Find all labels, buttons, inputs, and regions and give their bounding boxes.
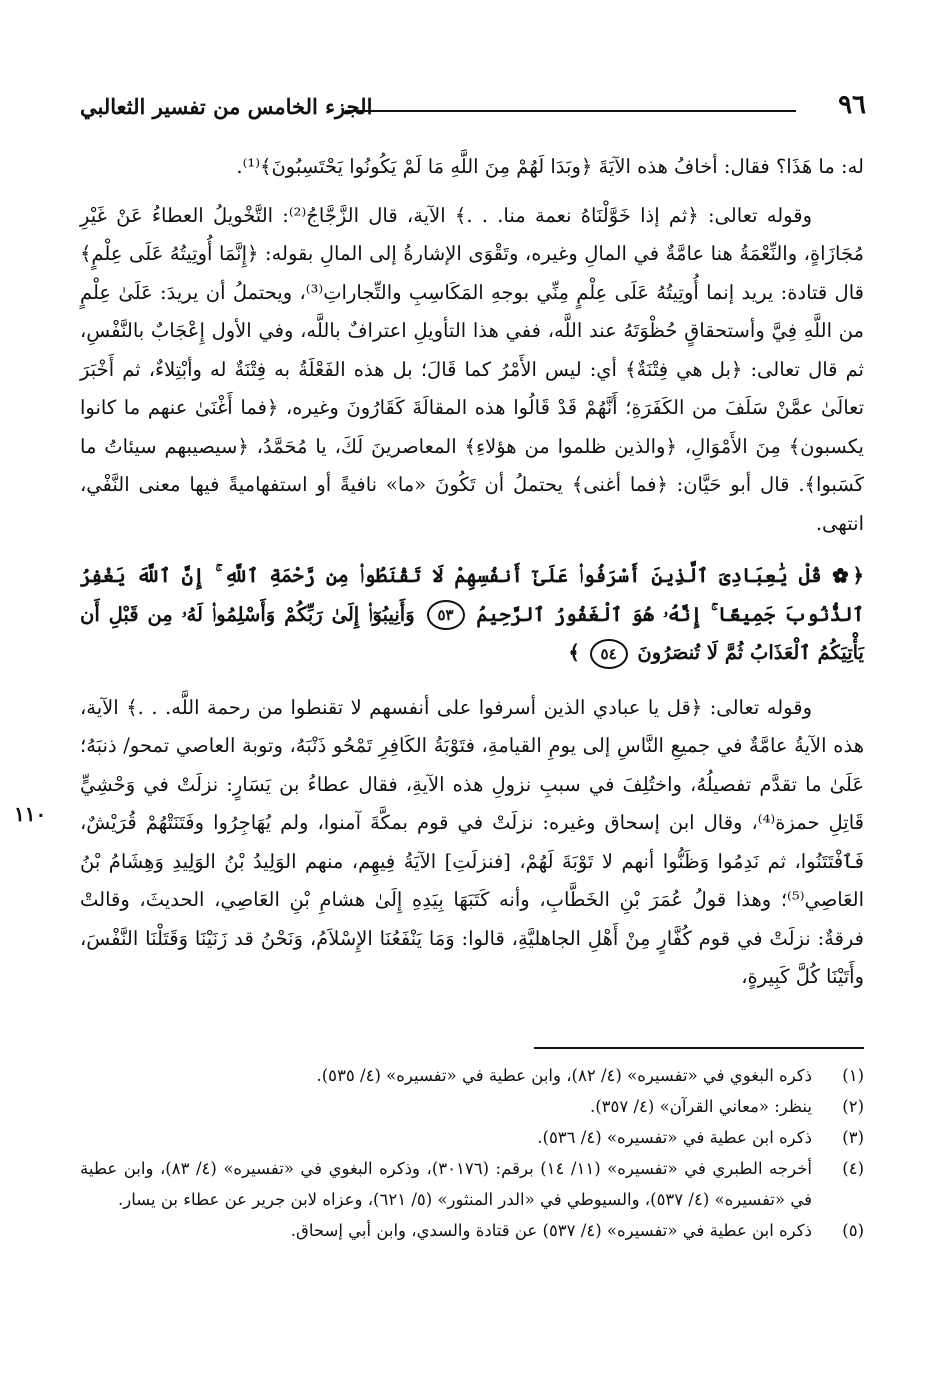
- quran-verse-53: قُلْ يَٰعِبَادِىَ ٱلَّذِينَ أَسْرَفُوا۟ عَلَىٰٓ أَنفُسِهِمْ لَا تَقْنَطُوا۟ مِن رَّحْمَةِ ٱللَّهِ ۚ إِنَّ ٱللَّهَ يَغْفِرُ ٱلذُّنُوبَ جَمِيعًا ۚ إِنَّهُۥ هُوَ ٱلْغَفُورُ ٱلرَّحِيمُ: [80, 564, 865, 626]
- footnote-number: (٤): [842, 1159, 864, 1178]
- header-rule: [345, 110, 796, 112]
- footnote-2: [80, 1091, 864, 1122]
- quran-verse-block: [80, 557, 864, 673]
- footnote-5: [80, 1215, 864, 1246]
- footnote-text: أخرجه الطبري في «تفسيره» (١١/ ١٤) برقم: (٣٠١٧٦)، وذكره البغوي في «تفسيره» (٤/ ٨٣)، وابن عطية في «تفسيره» (٤/ ٥٣٧)، والسيوطي في «الدر المنثور» (٥/ ٦٢١)، وعزاه لابن جرير عن عطاء بن يسار.: [80, 1159, 812, 1209]
- footnote-rule: [534, 1047, 864, 1049]
- footnote-number: (٢): [842, 1097, 864, 1116]
- ayah-number-53: ٥٣: [427, 600, 465, 630]
- margin-folio-number: ١١٠: [14, 802, 47, 826]
- main-text: [80, 148, 864, 997]
- footnote-text: ذكره البغوي في «تفسيره» (٤/ ٨٢)، وابن عطية في «تفسيره» (٤/ ٥٣٥).: [316, 1066, 812, 1085]
- footnote-text: ينظر: «معاني القرآن» (٤/ ٣٥٧).: [589, 1097, 812, 1116]
- footnote-1: [80, 1060, 864, 1091]
- quran-verse-54: وَأَنِيبُوٓا۟ إِلَىٰ رَبِّكُمْ وَأَسْلِمُوا۟ لَهُۥ مِن قَبْلِ أَن يَأْتِيَكُمُ ٱلْعَذَابُ ثُمَّ لَا تُنصَرُونَ: [80, 602, 864, 664]
- page-number: ٩٦: [838, 90, 866, 120]
- paragraph-3: وقوله تعالى: ﴿قل يا عبادي الذين أسرفوا على أنفسهم لا تقنطوا من رحمة اللَّه. . .﴾ الآية، هذه الآيةُ عامَّةٌ في جميعِ النَّاسِ إلى يومِ القيامةِ، فتَوْبَةُ الكَافِرِ تَمْحُو ذَنْبَهُ، وتوبة العاصي تمحو/ ذنبَهُ؛ عَلَىٰ ما تقدَّم تفصيلُهُ، واختُلِفَ في سببِ نزولِ هذه الآيةِ، فقال عطاءُ بن يَسَارٍ: نزلَتْ في وَحْشِيٍّ قَاتِلِ حمزة⁽⁴⁾، وقال ابن إسحاق وغيره: نزلَتْ في قوم بمكَّةَ آمنوا، ولم يُهَاجِرُوا وفَتَنَتْهُمْ قُرَيْشٌ، فَٱفْتَتَنُوا، ثم نَدِمُوا وَظَنُّوا أنهم لا تَوْبَةَ لَهُمْ، [فنزلَتِ] الآيَةُ فِيهِم، منهم الوَلِيدُ بْنُ الوَلِيدِ وَهِشَامُ بْنُ العَاصِي⁽⁵⁾؛ وهذا قولُ عُمَرَ بْنِ الخَطَّابِ، وأنه كَتَبَهَا بِيَدِهِ إِلَىٰ هشامِ بْنِ العَاصِي، الحديثَ، وقالتْ فرقةٌ: نزلَتْ في قوم كُفَّارٍ مِنْ أَهْلِ الجاهليَّةِ، قالوا: وَمَا يَنْفَعُنَا الإِسْلاَمُ، وَنَحْنُ قد زَنَيْنَا وَقَتَلْنَا النَّفْسَ، وأَتَيْنَا كُلَّ كَبِيرةٍ،: [80, 695, 865, 988]
- page-header: [80, 90, 866, 126]
- footnote-3: [80, 1122, 864, 1153]
- running-title: الجزء الخامس من تفسير الثعالبي: [80, 94, 373, 119]
- footnote-4: [80, 1153, 864, 1215]
- footnote-number: (٣): [842, 1128, 864, 1147]
- footnotes: [80, 1060, 864, 1246]
- footnote-number: (١): [842, 1066, 864, 1085]
- footnote-text: ذكره ابن عطية في «تفسيره» (٤/ ٥٣٧) عن قتادة والسدي، وابن أبي إسحاق.: [290, 1221, 812, 1240]
- footnote-number: (٥): [842, 1221, 864, 1240]
- closing-bracket-icon: ﴾: [568, 641, 580, 664]
- footnote-text: ذكره ابن عطية في «تفسيره» (٤/ ٥٣٦).: [537, 1128, 812, 1147]
- paragraph-1: له: ما هَذَا؟ فقال: أخافُ هذه الآيَةَ ﴿وبَدَا لَهُمْ مِنَ اللَّهِ مَا لَمْ يَكُونُوا يَحْتَسِبُونَ﴾⁽¹⁾.: [236, 155, 864, 178]
- ayah-number-54: ٥٤: [590, 639, 628, 669]
- paragraph-2: وقوله تعالى: ﴿ثم إذا خَوَّلْنَاهُ نعمة منا. . .﴾ الآية، قال الزَّجَّاجُ⁽²⁾: التَّخْويلُ العطاءُ عَنْ غَيْرِ مُجَازَاةٍ، والنِّعْمَةُ هنا عامَّةٌ في المالِ وغيره، وتَقْوَى الإشارةُ إلى المالِ بقوله: ﴿إِنَّمَا أُوتِيتُهُ عَلَى عِلْمٍ﴾ قال قتادة: يريد إنما أُوتِيتُهُ عَلَى عِلْمٍ مِنِّي بوجهِ المَكَاسِبِ والتِّجاراتِ⁽³⁾، ويحتملُ أن يريدَ: عَلَىٰ عِلْمٍ من اللَّهِ فِيَّ وأستحقاقٍ حُظْوَتَهُ عند اللَّه، ففي هذا التأويلِ اعترافٌ باللَّه، وفي الأول إِعْجَابٌ بالنَّفْسِ، ثم قال تعالى: ﴿بل هي فِتْنَةٌ﴾ أي: ليس الأَمْرُ كما قَالَ؛ بل هذه الفَعْلَةُ به فِتْنَةٌ له وأبْتِلاءٌ، ثم أَخْبَرَ تعالَىٰ عمَّنْ سَلَفَ من الكَفَرَةِ؛ أَنَّهُمْ قَدْ قَالُوا هذه المقالَةَ كَقَارُونَ وغيره، ﴿فما أَغْنَىٰ عنهم ما كانوا يكسبون﴾ مِنَ الأَمْوَالِ، ﴿والذين ظلموا من هؤلاءِ﴾ المعاصرينَ لَكَ، يا مُحَمَّدُ، ﴿سيصيبهم سيئاتُ ما كَسَبوا﴾. قال أبو حَيَّان: ﴿فما أغنى﴾ يحتملُ أن تَكُونَ «ما» نافيةً أو استفهاميةً فيها معنى النَّفْي، انتهى.: [80, 203, 864, 535]
- star-ornament-icon: ﴿✿: [832, 564, 864, 587]
